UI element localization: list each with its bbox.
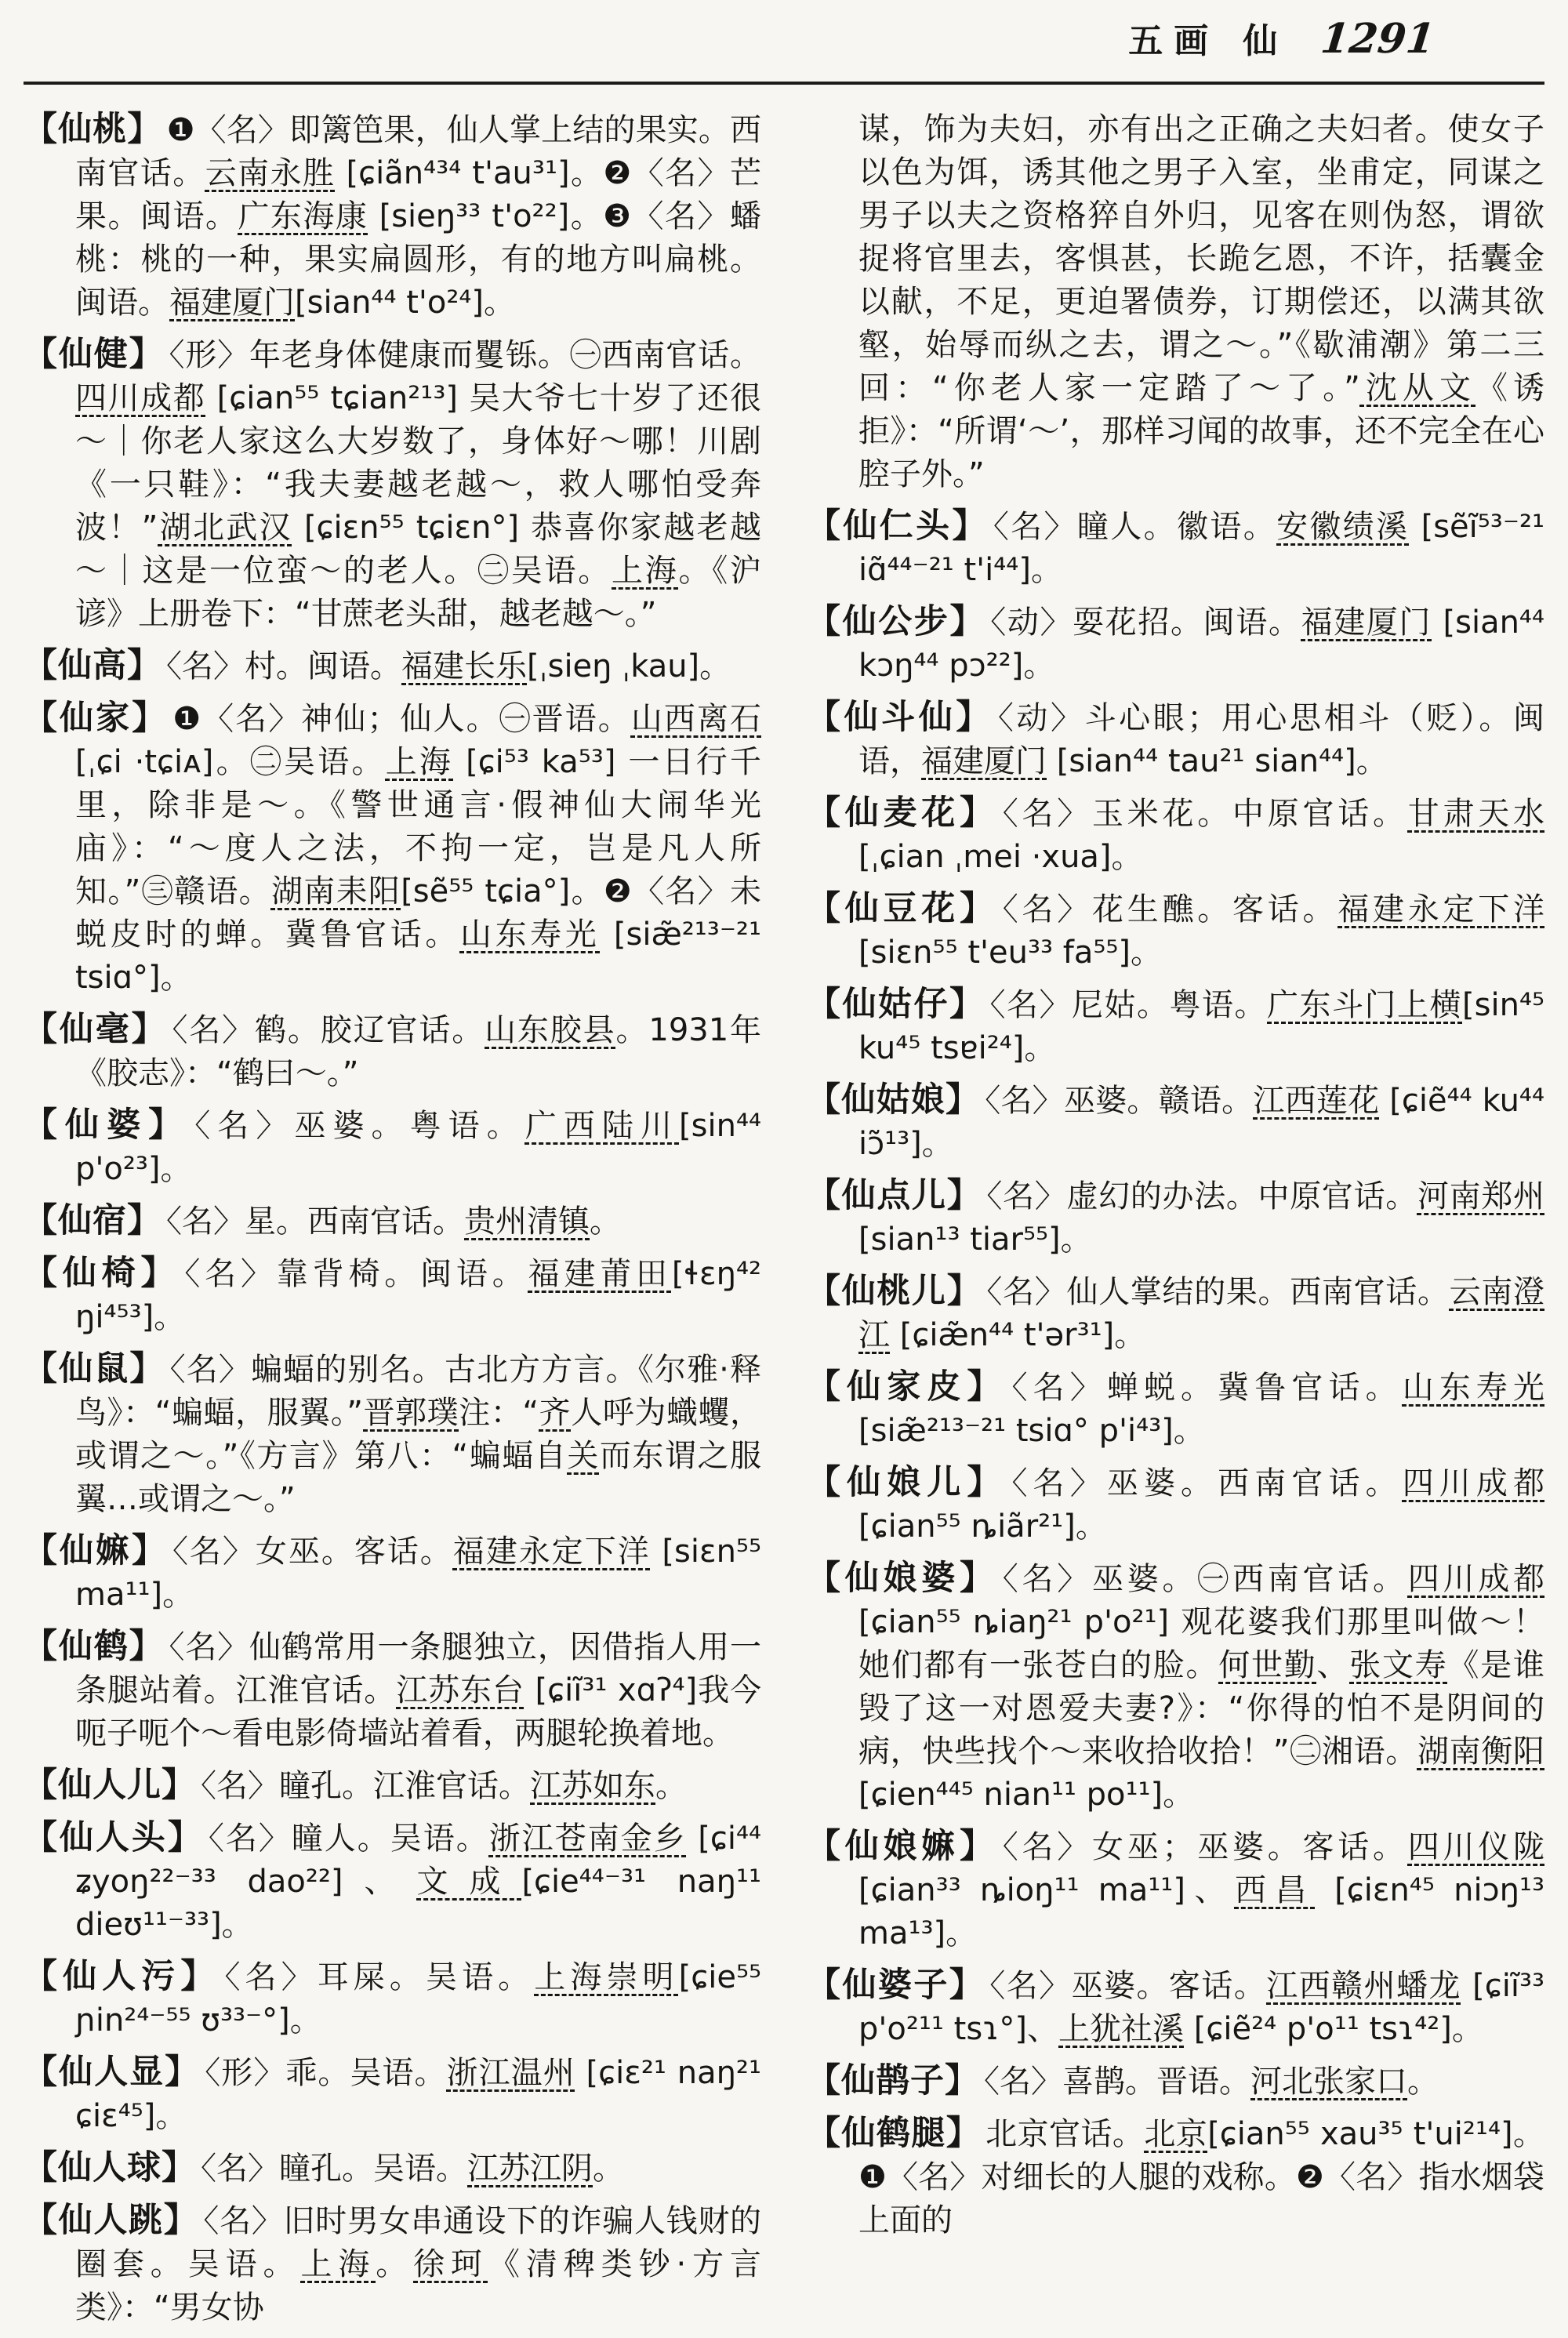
entry-headword: 【仙公步】 — [807, 602, 986, 641]
entry-headword: 【仙椅】 — [24, 1254, 180, 1293]
dictionary-entry — [24, 1764, 761, 1808]
entry-body: 〈名〉巫婆。赣语。江西莲花 [ɕiẽ⁴⁴ ku⁴⁴ iɔ̃¹³]。 — [858, 1083, 1545, 1162]
entry-body: 〈形〉年老身体健康而矍铄。㊀西南官话。四川成都 [ɕian⁵⁵ tɕian²¹³] 吴大爷七十岁了还很～｜你老人家这么大岁数了，身体好～哪！川剧《一只鞋》：“我夫妻越老越～，救人哪怕受奔波！”湖北武汉 [ɕiɛn⁵⁵ tɕiɛn°] 恭喜你家越老越～｜这是一位蛮～的老人。㊁吴语。上海。《沪谚》上册卷下：“甘蔗老头甜，越老越～。” — [75, 337, 762, 632]
column-right — [807, 108, 1544, 2338]
dictionary-entry — [807, 505, 1544, 592]
dictionary-entry — [807, 1461, 1544, 1548]
entry-body: 〈名〉村。闽语。福建长乐[ˌsieŋ ˌkau]。 — [166, 648, 731, 684]
entry-body: 〈名〉巫婆。客话。江西赣州蟠龙 [ɕiĩ³³ p'o²¹¹ tsɿ°]、上犹社溪 [ɕiẽ²⁴ p'o¹¹ tsɿ⁴²]。 — [858, 1968, 1545, 2047]
dictionary-entry — [24, 1625, 761, 1755]
entry-body: 〈名〉喜鹊。晋语。河北张家口。 — [984, 2064, 1439, 2100]
dictionary-entry — [24, 1008, 761, 1095]
dictionary-entry — [807, 2060, 1544, 2104]
entry-body: 〈名〉女巫；巫婆。客话。四川仪陇 [ɕian³³ ȵioŋ¹¹ ma¹¹]、西昌 [ɕiɛn⁴⁵ niɔŋ¹³ ma¹³]。 — [858, 1829, 1544, 1951]
dictionary-entry — [807, 1174, 1544, 1262]
entry-body: 〈形〉乖。吴语。浙江温州 [ɕiɛ²¹ naŋ²¹ ɕiɛ⁴⁵]。 — [75, 2055, 762, 2134]
entry-body: 〈名〉瞳孔。吴语。江苏江阴。 — [201, 2151, 624, 2187]
entry-headword: 【仙健】 — [24, 335, 165, 374]
page-header — [24, 13, 1544, 74]
entry-headword: 【仙毫】 — [24, 1010, 168, 1049]
entry-body: 〈名〉蝉蜕。冀鲁官话。山东寿光[siæ̃²¹³⁻²¹ tsiɑ° p'i⁴³]。 — [858, 1370, 1545, 1449]
two-column-text — [24, 108, 1544, 2338]
entry-body: 〈名〉玉米花。中原官话。甘肃天水[ˌɕian ˌmei ·xua]。 — [858, 796, 1544, 875]
dictionary-entry — [24, 333, 761, 636]
entry-body: 〈名〉星。西南官话。贵州清镇。 — [166, 1203, 621, 1240]
entry-body: 〈名〉巫婆。㊀西南官话。四川成都 [ɕian⁵⁵ ȵiaŋ²¹ p'o²¹] 观花婆我们那里叫做～！她们都有一张苍白的脸。何世勤、张文寿《是谁毁了这一对恩爱夫妻?》：“你得的怕不是阴间的病，快些找个～来收拾收拾！”㊁湘语。湖南衡阳[ɕien⁴⁴⁵ nian¹¹ po¹¹]。 — [858, 1561, 1544, 1813]
entry-headword: 【仙人儿】 — [24, 1766, 196, 1805]
entry-headword: 【仙家】 — [24, 699, 169, 738]
entry-headword: 【仙桃】 — [24, 110, 162, 149]
entry-body: ❶〈名〉即篱笆果，仙人掌上结的果实。西南官话。云南永胜 [ɕiãn⁴³⁴ t'au³¹]。❷〈名〉芒果。闽语。广东海康 [sieŋ³³ t'o²²]。❸〈名〉蟠桃：桃的一种，果实扁圆形，有的地方叫扁桃。闽语。福建厦门[sian⁴⁴ t'o²⁴]。 — [75, 112, 762, 321]
dictionary-entry — [24, 1104, 761, 1191]
dictionary-entry — [807, 2112, 1544, 2242]
head-character: 仙 — [1243, 21, 1278, 61]
entry-body: 〈名〉巫婆。粤语。广西陆川[sin⁴⁴ p'o²³]。 — [75, 1108, 762, 1187]
dictionary-entry — [807, 1557, 1544, 1817]
entry-headword: 【仙人球】 — [24, 2148, 196, 2187]
column-left — [24, 108, 761, 2338]
dictionary-entry — [807, 696, 1544, 783]
entry-body: 谋，饰为夫妇，亦有出之正确之夫妇者。使女子以色为饵，诱其他之男子入室，坐甫定，同谋之男子以夫之资格猝自外归，见客在则伪怒，谓欲捉将官里去，客惧甚，长跪乞恩，不许，括囊金以献，不足，更迫署债券，订期偿还，以满其欲壑，始辱而纵之去，谓之～。”《歇浦潮》第二三回：“你老人家一定踏了～了。”沈从文《诱拒》：“所谓‘～’，那样习闻的故事，还不完全在心腔子外。” — [858, 111, 1545, 492]
entry-body: 〈名〉花生醮。客话。福建永定下洋 [siɛn⁵⁵ t'eu³³ fa⁵⁵]。 — [858, 891, 1544, 971]
entry-body: 〈名〉瞳人。吴语。浙江苍南金乡 [ɕi⁴⁴ ʑyoŋ²²⁻³³ dao²²]、文成[ɕie⁴⁴⁻³¹ naŋ¹¹ dieʊ¹¹⁻³³]。 — [75, 1821, 762, 1943]
entry-headword: 【仙人显】 — [24, 2053, 201, 2092]
entry-headword: 【仙娘嫲】 — [807, 1827, 998, 1866]
dictionary-entry — [24, 1252, 761, 1339]
dictionary-entry — [24, 1530, 761, 1617]
entry-body: 〈名〉旧时男女串通设下的诈骗人钱财的圈套。吴语。上海。徐珂《清稗类钞·方言类》：“男女协 — [75, 2203, 762, 2325]
dictionary-entry — [807, 983, 1544, 1070]
entry-headword: 【仙豆花】 — [807, 889, 998, 928]
entry-body: 〈名〉鹤。胶辽官话。山东胶县。1931年《胶志》：“鹤曰～。” — [75, 1012, 762, 1091]
entry-headword: 【仙人头】 — [24, 1818, 204, 1857]
dictionary-entry — [807, 1079, 1544, 1166]
header-divider — [24, 82, 1544, 85]
entry-headword: 【仙鹤】 — [24, 1627, 165, 1666]
entry-continuation — [807, 108, 1544, 496]
dictionary-entry — [24, 1817, 761, 1947]
dictionary-entry — [807, 1825, 1544, 1955]
entry-body: ❶〈名〉神仙；仙人。㊀晋语。山西离石[ˌɕi ·tɕiᴀ]。㊁吴语。上海 [ɕi⁵³ ka⁵³] 一日行千里，除非是～。《警世通言·假神仙大闹华光庙》：“～度人之法，不拘一定，岂是凡人所知。”㊂赣语。湖南耒阳[sẽ⁵⁵ tɕia°]。❷〈名〉未蜕皮时的蝉。冀鲁官话。山东寿光 [siæ̃²¹³⁻²¹ tsiɑ°]。 — [75, 701, 762, 996]
dictionary-entry — [807, 1270, 1544, 1357]
entry-body: 〈名〉虚幻的办法。中原官话。河南郑州 [sian¹³ tiar⁵⁵]。 — [858, 1178, 1545, 1258]
entry-headword: 【仙婆】 — [24, 1105, 191, 1145]
dictionary-entry — [24, 108, 761, 325]
dictionary-entry — [807, 1964, 1544, 2051]
section-label: 五画 — [1128, 21, 1220, 61]
entry-headword: 【仙家皮】 — [807, 1367, 1007, 1407]
page-number: 1291 — [1319, 15, 1438, 63]
entry-headword: 【仙婆子】 — [807, 1966, 985, 2005]
entry-headword: 【仙鹤腿】 — [807, 2114, 982, 2153]
dictionary-entry — [24, 1200, 761, 1243]
entry-headword: 【仙姑娘】 — [807, 1080, 981, 1120]
dictionary-entry — [807, 888, 1544, 975]
entry-body: 〈名〉蝙蝠的别名。古北方方言。《尔雅·释鸟》：“蝙蝠，服翼。”晋郭璞注：“齐人呼为蟙蠼，或谓之～。”《方言》第八：“蝙蝠自关而东谓之服翼…或谓之～。” — [75, 1352, 762, 1517]
entry-headword: 【仙娘婆】 — [807, 1559, 998, 1598]
entry-body: 〈名〉耳屎。吴语。上海崇明[ɕie⁵⁵ ɲin²⁴⁻⁵⁵ ʊ³³⁻°]。 — [75, 1959, 762, 2038]
entry-body: 〈动〉耍花招。闽语。福建厦门 [sian⁴⁴ kɔŋ⁴⁴ pɔ²²]。 — [858, 604, 1545, 684]
entry-headword: 【仙宿】 — [24, 1201, 162, 1240]
dictionary-entry — [24, 2051, 761, 2138]
entry-headword: 【仙高】 — [24, 646, 162, 685]
entry-headword: 【仙姑仔】 — [807, 985, 985, 1024]
entry-body: 〈名〉尼姑。粤语。广东斗门上横[sin⁴⁵ ku⁴⁵ tsɐi²⁴]。 — [858, 987, 1545, 1066]
entry-body: 〈名〉女巫。客话。福建永定下洋 [siɛn⁵⁵ ma¹¹]。 — [75, 1534, 762, 1613]
dictionary-entry — [24, 2199, 761, 2329]
entry-body: 〈名〉瞳孔。江淮官话。江苏如东。 — [201, 1768, 687, 1804]
entry-headword: 【仙鼠】 — [24, 1349, 165, 1389]
entry-body: 〈名〉仙人掌结的果。西南官话。云南澄江 [ɕiæ̃n⁴⁴ t'ər³¹]。 — [858, 1274, 1545, 1353]
dictionary-entry — [24, 697, 761, 1000]
dictionary-entry — [24, 1955, 761, 2042]
entry-body: 〈名〉靠背椅。闽语。福建莆田[ɬɛŋ⁴² ŋi⁴⁵³]。 — [75, 1256, 762, 1335]
dictionary-entry — [807, 601, 1544, 688]
entry-headword: 【仙麦花】 — [807, 793, 998, 833]
entry-body: 北京官话。北京[ɕian⁵⁵ xau³⁵ t'ui²¹⁴]。❶〈名〉对细长的人腿的戏称。❷〈名〉指水烟袋上面的 — [858, 2116, 1545, 2238]
entry-headword: 【仙桃儿】 — [807, 1272, 982, 1311]
entry-headword: 【仙娘儿】 — [807, 1463, 1007, 1502]
dictionary-entry — [24, 2147, 761, 2191]
entry-headword: 【仙人跳】 — [24, 2201, 199, 2240]
entry-body: 〈名〉瞳人。徽语。安徽绩溪 [sẽĩ⁵³⁻²¹ iɑ̃⁴⁴⁻²¹ t'i⁴⁴]。 — [858, 509, 1545, 588]
entry-body: 〈名〉仙鹤常用一条腿独立，因借指人用一条腿站着。江淮官话。江苏东台 [ɕiĩ³¹ xɑʔ⁴]我今呃子呃个～看电影倚墙站着看，两腿轮换着地。 — [75, 1629, 762, 1752]
entry-headword: 【仙人污】 — [24, 1957, 220, 1996]
entry-headword: 【仙点儿】 — [807, 1176, 982, 1215]
entry-body: 〈名〉巫婆。西南官话。四川成都 [ɕian⁵⁵ ȵiãr²¹]。 — [858, 1465, 1545, 1545]
entry-headword: 【仙仁头】 — [807, 506, 989, 546]
dictionary-entry — [24, 1348, 761, 1521]
entry-headword: 【仙嫲】 — [24, 1531, 168, 1570]
dictionary-entry — [807, 792, 1544, 879]
entry-headword: 【仙斗仙】 — [807, 698, 993, 737]
entry-headword: 【仙鹊子】 — [807, 2061, 979, 2100]
dictionary-entry — [807, 1366, 1544, 1453]
dictionary-entry — [24, 644, 761, 688]
entry-body: 〈动〉斗心眼；用心思相斗（贬）。闽语，福建厦门 [sian⁴⁴ tau²¹ sian⁴⁴]。 — [858, 700, 1545, 779]
